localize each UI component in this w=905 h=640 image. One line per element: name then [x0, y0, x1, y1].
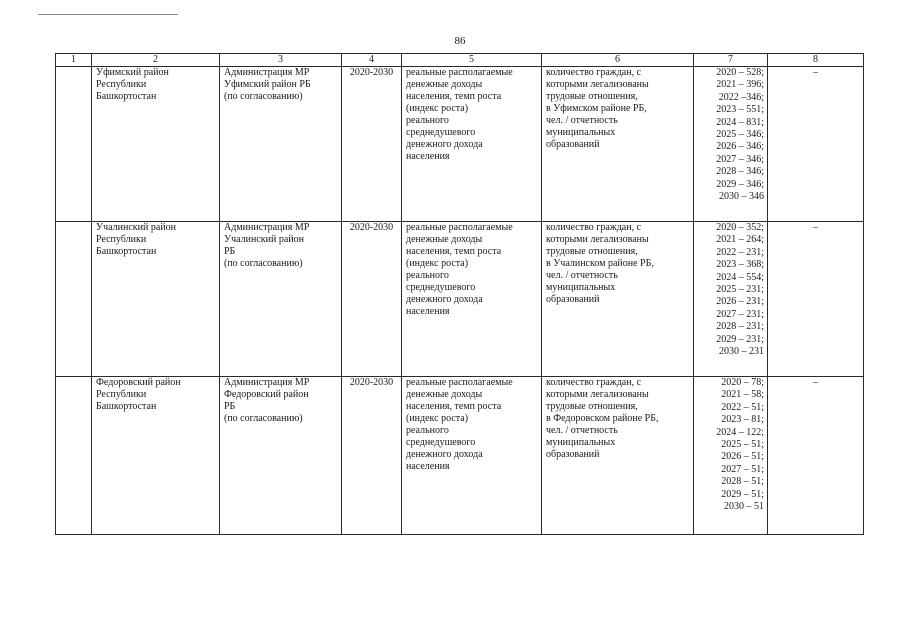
district-cell: Учалинский район Республики Башкортостан — [92, 222, 220, 377]
indicator-cell: реальные располагаемые денежные доходы населения, темп роста (индекс роста) реального среднедушевого денежного дохода населения — [402, 377, 542, 535]
value-item: 2024 – 554; — [716, 271, 764, 283]
header-cell: 7 — [694, 54, 768, 67]
table-row — [56, 222, 864, 377]
value-item: 2027 – 346; — [716, 153, 764, 165]
executor-cell: Администрация МР Учалинский район РБ (по согласованию) — [220, 222, 342, 377]
scan-artifact — [38, 14, 178, 15]
value-item: 2029 – 51; — [721, 488, 764, 500]
executor-cell: Администрация МР Федоровский район РБ (по согласованию) — [220, 377, 342, 535]
value-item: 2022 –346; — [718, 91, 764, 103]
value-item: 2024 – 831; — [716, 116, 764, 128]
note-cell: – — [768, 377, 864, 535]
value-item: 2025 – 346; — [716, 129, 764, 141]
value-item: 2029 – 346; — [716, 178, 764, 190]
period-cell: 2020-2030 — [342, 222, 402, 377]
value-item: 2029 – 231; — [716, 333, 764, 345]
header-cell: 3 — [220, 54, 342, 67]
measure-cell: количество граждан, с которыми легализованы трудовые отношения, в Уфимском районе РБ, чел. / отчетность муниципальных образований — [542, 67, 694, 222]
value-item: 2026 – 231; — [716, 296, 764, 308]
period-cell: 2020-2030 — [342, 377, 402, 535]
header-cell: 1 — [56, 54, 92, 67]
value-item: 2021 – 58; — [721, 389, 764, 401]
district-cell: Федоровский район Республики Башкортостан — [92, 377, 220, 535]
header-cell: 6 — [542, 54, 694, 67]
value-item: 2030 – 51 — [724, 501, 764, 513]
value-item: 2023 – 81; — [721, 414, 764, 426]
value-item: 2022 – 231; — [716, 246, 764, 258]
value-item: 2028 – 231; — [716, 321, 764, 333]
values-cell — [694, 377, 768, 535]
value-item: 2025 – 231; — [716, 284, 764, 296]
value-item: 2027 – 51; — [721, 463, 764, 475]
table-row — [56, 67, 864, 222]
value-item: 2021 – 396; — [716, 79, 764, 91]
indicator-cell: реальные располагаемые денежные доходы населения, темп роста (индекс роста) реального среднедушевого денежного дохода населения — [402, 67, 542, 222]
value-item: 2020 – 78; — [721, 377, 764, 388]
value-item: 2023 – 551; — [716, 104, 764, 116]
value-item: 2028 – 51; — [721, 476, 764, 488]
measure-cell: количество граждан, с которыми легализованы трудовые отношения, в Учалинском районе РБ, чел. / отчетность муниципальных образований — [542, 222, 694, 377]
value-item: 2027 – 231; — [716, 308, 764, 320]
value-item: 2025 – 51; — [721, 439, 764, 451]
value-item: 2028 – 346; — [716, 166, 764, 178]
header-cell: 5 — [402, 54, 542, 67]
page-number: 86 — [454, 35, 466, 47]
header-cell: 2 — [92, 54, 220, 67]
measure-cell: количество граждан, с которыми легализованы трудовые отношения, в Федоровском районе РБ, чел. / отчетность муниципальных образований — [542, 377, 694, 535]
value-item: 2026 – 346; — [716, 141, 764, 153]
value-item: 2020 – 352; — [716, 222, 764, 233]
header-cell: 8 — [768, 54, 864, 67]
row-number-cell — [56, 67, 92, 222]
value-item: 2030 – 231 — [719, 346, 764, 358]
header-cell: 4 — [342, 54, 402, 67]
value-item: 2026 – 51; — [721, 451, 764, 463]
values-cell — [694, 222, 768, 377]
value-item: 2024 – 122; — [716, 426, 764, 438]
row-number-cell — [56, 222, 92, 377]
indicators-table — [55, 53, 864, 535]
note-cell: – — [768, 222, 864, 377]
value-item: 2020 – 528; — [716, 67, 764, 78]
period-cell: 2020-2030 — [342, 67, 402, 222]
note-cell: – — [768, 67, 864, 222]
value-item: 2022 – 51; — [721, 401, 764, 413]
value-item: 2030 – 346 — [719, 191, 764, 203]
value-item: 2021 – 264; — [716, 234, 764, 246]
header-row — [56, 54, 864, 67]
value-item: 2023 – 368; — [716, 259, 764, 271]
values-cell — [694, 67, 768, 222]
executor-cell: Администрация МР Уфимский район РБ (по согласованию) — [220, 67, 342, 222]
table-row — [56, 377, 864, 535]
row-number-cell — [56, 377, 92, 535]
indicator-cell: реальные располагаемые денежные доходы населения, темп роста (индекс роста) реального среднедушевого денежного дохода населения — [402, 222, 542, 377]
district-cell: Уфимский район Республики Башкортостан — [92, 67, 220, 222]
